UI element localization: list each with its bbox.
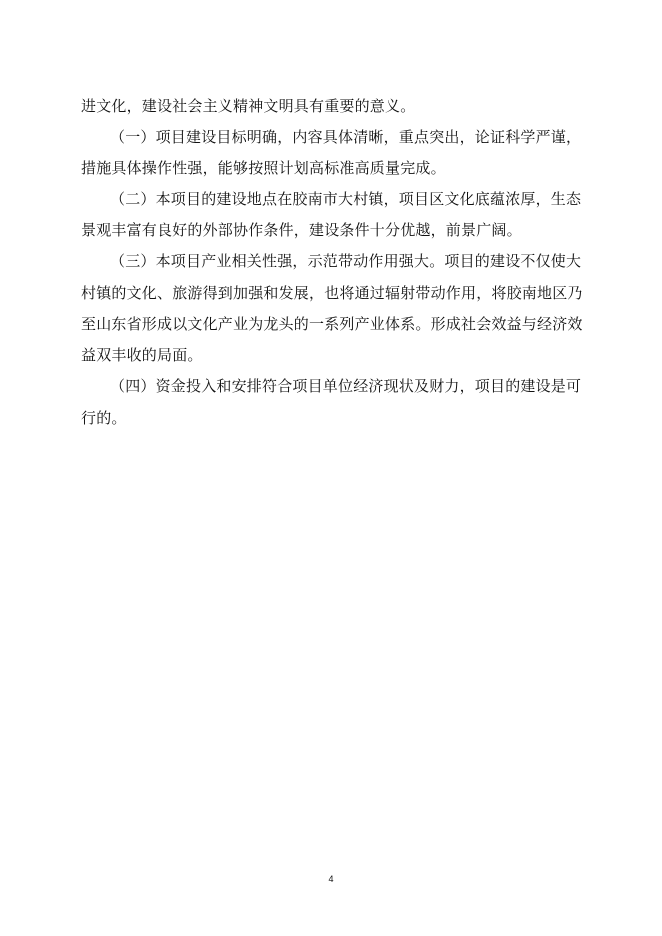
- body-text-line: 益双丰收的局面。: [81, 346, 203, 364]
- body-text-line: 进文化，建设社会主义精神文明具有重要的意义。: [81, 97, 416, 115]
- body-text-line: 措施具体操作性强，能够按照计划高标准高质量完成。: [81, 159, 446, 177]
- body-text-line: 景观丰富有良好的外部协作条件，建设条件十分优越，前景广阔。: [81, 221, 522, 239]
- body-text-line: （四）资金投入和安排符合项目单位经济现状及财力，项目的建设是可: [110, 377, 582, 395]
- body-text-line: 村镇的文化、旅游得到加强和发展，也将通过辐射带动作用，将胶南地区乃: [81, 284, 583, 302]
- body-text-line: （一）项目建设目标明确，内容具体清晰，重点突出，论证科学严谨，: [110, 128, 582, 146]
- body-text-line: 行的。: [81, 409, 127, 427]
- body-text-line: （三）本项目产业相关性强，示范带动作用强大。项目的建设不仅使大: [110, 252, 582, 270]
- page-number: 4: [328, 874, 334, 884]
- body-text-line: 至山东省形成以文化产业为龙头的一系列产业体系。形成社会效益与经济效: [81, 315, 583, 333]
- body-text-line: （二）本项目的建设地点在胶南市大村镇，项目区文化底蕴浓厚，生态: [110, 190, 582, 208]
